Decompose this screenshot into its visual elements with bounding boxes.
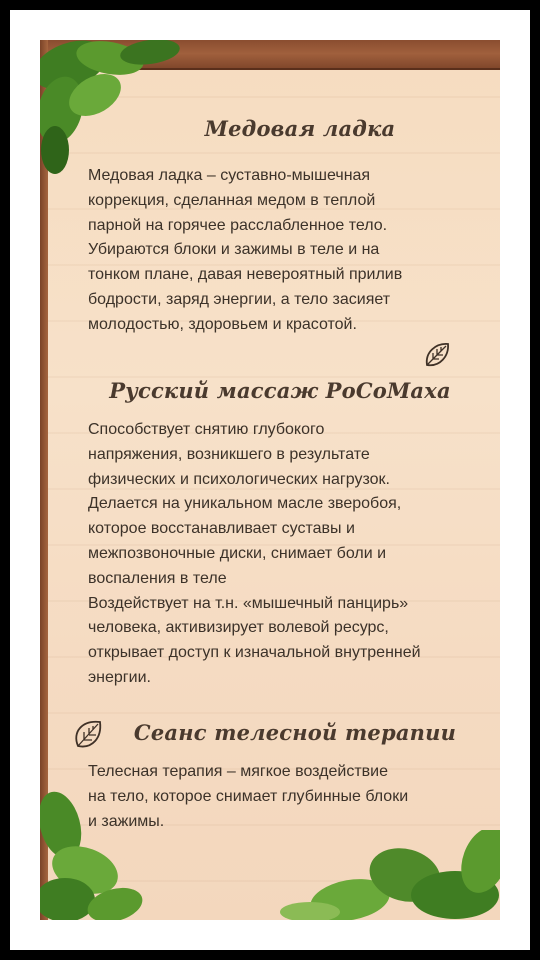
section-text-therapy: Телесная терапия – мягкое воздействие на тело, которое снимает глубинные блоки и зажимы. xyxy=(88,763,409,830)
leaf-icon xyxy=(70,716,106,752)
section-text-honey: Медовая ладка – суставно-мышечная коррекция, сделанная медом в теплой парной на горячее расслабленное тело. Убираются блоки и зажимы в теле и на тонком плане, давая невероятный прилив бодрости, заряд энергии, а тело засияет молодостью, здоровьем и красотой. xyxy=(88,167,403,333)
oak-leaves-bottom-right xyxy=(270,830,500,920)
wooden-board-panel xyxy=(40,40,500,920)
leaf-icon xyxy=(422,340,452,370)
section-title-honey: Медовая ладка xyxy=(204,116,396,141)
section-title-therapy: Сеанс телесной терапии xyxy=(133,720,457,745)
section-title-massage: Русский массаж РоСоМаха xyxy=(109,378,451,403)
section-text-massage: Способствует снятию глубокого напряжения, возникшего в результате физических и психологических нагрузок. Делается на уникальном масле зверобоя, которое восстанавливает суставы и межпозвоночные диски, снимает боли и воспаления в теле Воздействует на т.н. «мышечный панцирь» человека, активизирует волевой ресурс, открывает доступ к изначальной внутренней энергии. xyxy=(88,421,421,686)
oak-leaves-top-left xyxy=(40,40,190,180)
